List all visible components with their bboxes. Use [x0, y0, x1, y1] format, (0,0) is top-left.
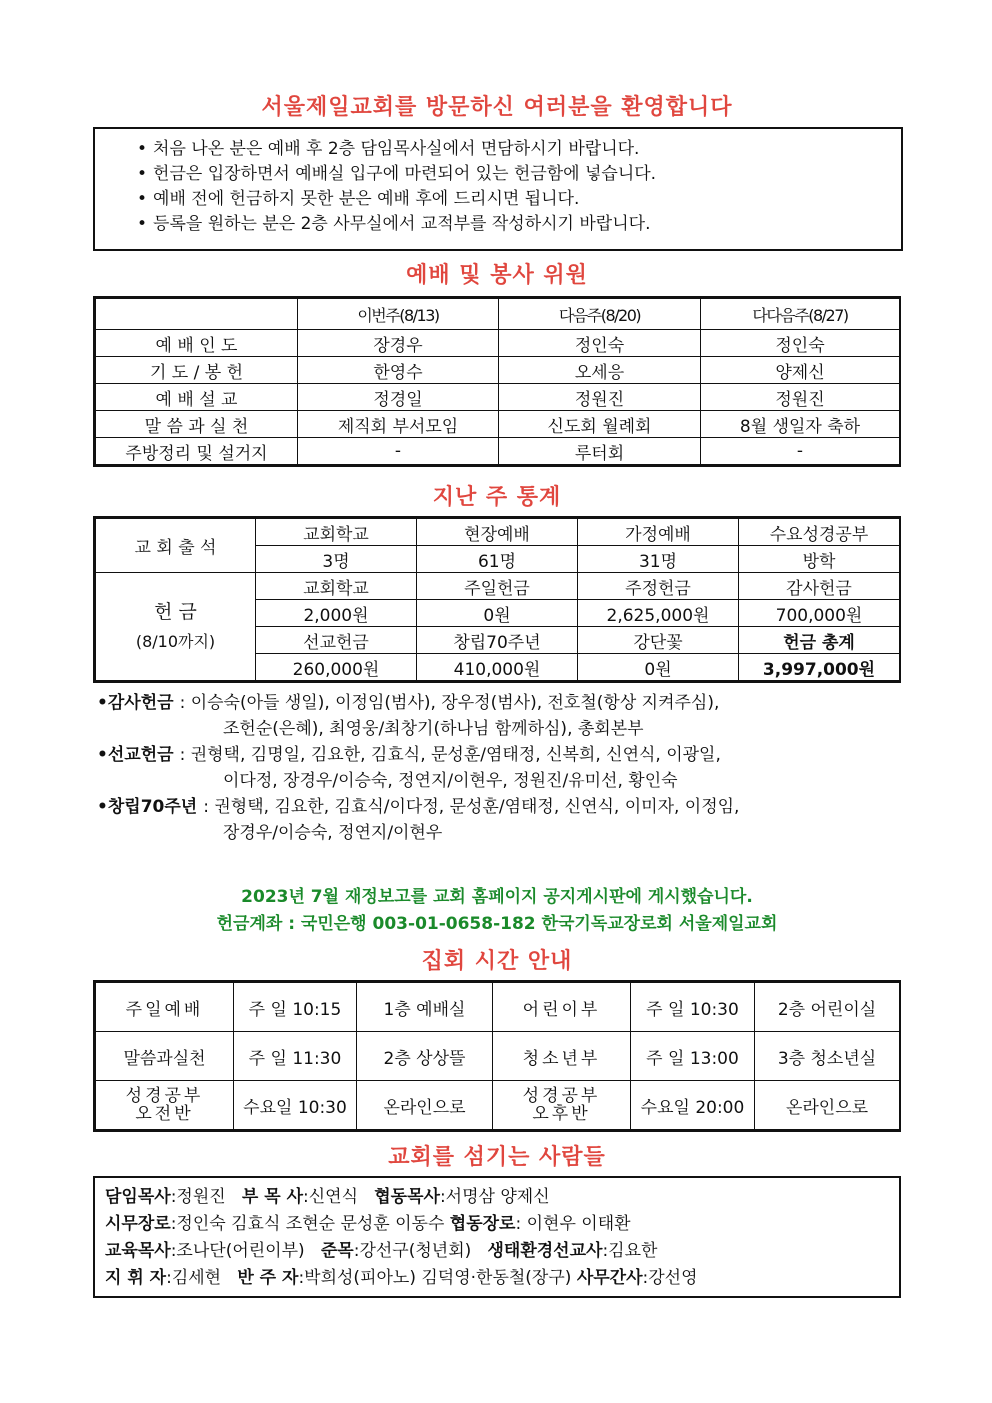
meeting-name: 청소년부 — [493, 1032, 631, 1081]
table-row — [96, 573, 900, 600]
note-item — [97, 690, 901, 716]
donor-notes — [97, 690, 901, 846]
table-row — [96, 983, 900, 1032]
meetings-table-wrap — [93, 980, 901, 1132]
table-row — [96, 330, 900, 357]
table-cell: 양제신 — [701, 357, 900, 384]
note-label: • 창립70주년 — [97, 794, 197, 820]
meeting-place: 3층 청소년실 — [755, 1032, 900, 1081]
welcome-title: 서울제일교회를 방문하신 여러분을 환영합니다 — [261, 95, 733, 120]
table-cell: 8월 생일자 축하 — [701, 411, 900, 438]
table-cell: 정경일 — [298, 384, 499, 411]
welcome-item: • 등록을 원하는 분은 2층 사무실에서 교적부를 작성하시기 바랍니다. — [137, 212, 901, 237]
table-header: 선교헌금 — [256, 627, 417, 654]
offering-account: 헌금계좌 : 국민은행 003-01-0658-182 한국기독교장로회 서울제일교회 — [216, 914, 778, 934]
table-row — [96, 519, 900, 546]
welcome-box — [93, 127, 903, 251]
meeting-name: 성경공부 오전반 — [96, 1081, 234, 1130]
table-row — [96, 1032, 900, 1081]
note-label: • 감사헌금 — [97, 690, 174, 716]
note-text-cont: 조헌순(은혜), 최영웅/최창기(하나님 함께하심), 총회본부 — [223, 719, 644, 739]
meeting-time: 주 일 11:30 — [234, 1032, 357, 1081]
staff-role: 협동목사 — [374, 1187, 440, 1207]
welcome-item: • 헌금은 입장하면서 예배실 입구에 마련되어 있는 헌금함에 넣습니다. — [137, 162, 901, 187]
staff-line — [105, 1238, 889, 1265]
table-cell: 한영수 — [298, 357, 499, 384]
row-label: 예 배 설 교 — [96, 384, 298, 411]
table-cell: 31명 — [578, 546, 739, 573]
note-item — [97, 742, 901, 768]
staff-role: 반 주 자 — [237, 1268, 299, 1288]
table-header: 수요성경공부 — [739, 519, 900, 546]
table-cell: - — [701, 438, 900, 465]
staff-names: :김요한 — [602, 1241, 658, 1261]
table-row — [96, 411, 900, 438]
staff-role: 사무간사 — [576, 1268, 643, 1288]
table-row — [96, 438, 900, 465]
table-cell: 제직회 부서모임 — [298, 411, 499, 438]
table-cell: 260,000원 — [256, 654, 417, 681]
announcement — [93, 884, 901, 938]
staff-role: 협동장로 — [449, 1214, 516, 1234]
welcome-item: • 예배 전에 헌금하지 못한 분은 예배 후에 드리시면 됩니다. — [137, 187, 901, 212]
meeting-name: 주일예배 — [96, 983, 234, 1032]
staff-role: 부 목 사 — [241, 1187, 304, 1207]
table-cell: 0원 — [417, 600, 578, 627]
table-cell: 0원 — [578, 654, 739, 681]
meeting-time: 수요일 10:30 — [234, 1081, 357, 1130]
meeting-place: 온라인으로 — [357, 1081, 493, 1130]
table-header: 다다음주(8/27) — [701, 299, 900, 330]
stats-title: 지난 주 통계 — [432, 485, 562, 510]
table-header: 교회학교 — [256, 519, 417, 546]
meeting-name: 말씀과실천 — [96, 1032, 234, 1081]
staff-line — [105, 1184, 889, 1211]
note-text-cont: 이다정, 장경우/이승숙, 정연지/이현우, 정원진/유미선, 황인숙 — [223, 771, 678, 791]
note-item — [97, 794, 901, 820]
note-text-cont: 장경우/이승숙, 정연지/이현우 — [223, 823, 443, 843]
meeting-name: 어린이부 — [493, 983, 631, 1032]
staff-role: 교육목사 — [105, 1241, 171, 1261]
table-cell: 3명 — [256, 546, 417, 573]
meeting-time: 주 일 10:30 — [631, 983, 755, 1032]
table-header: 이번주(8/13) — [298, 299, 499, 330]
meeting-place: 1층 예배실 — [357, 983, 493, 1032]
row-label: 기 도 / 봉 헌 — [96, 357, 298, 384]
note-text: : 이승숙(아들 생일), 이정임(범사), 장우정(범사), 전호철(항상 지켜주심), — [179, 693, 720, 713]
staff-names: :강선영 — [642, 1268, 698, 1288]
table-cell: - — [298, 438, 499, 465]
offering-total-header: 헌금 총계 — [739, 627, 900, 654]
staff-line — [105, 1265, 889, 1292]
staff-box — [93, 1176, 901, 1298]
table-cell: 오세응 — [499, 357, 701, 384]
stats-table — [95, 518, 900, 681]
table-cell: 410,000원 — [417, 654, 578, 681]
row-label: 주방정리 및 설거지 — [96, 438, 298, 465]
table-cell: 700,000원 — [739, 600, 900, 627]
staff-names: :박희성(피아노) 김덕영·한동철(장구) — [298, 1268, 577, 1288]
table-header: 가정예배 — [578, 519, 739, 546]
welcome-item: • 처음 나온 분은 예배 후 2층 담임목사실에서 면담하시기 바랍니다. — [137, 137, 901, 162]
table-header: 창립70주년 — [417, 627, 578, 654]
staff-names: :서명삼 양제신 — [439, 1187, 550, 1207]
table-cell: 장경우 — [298, 330, 499, 357]
finance-report-notice: 2023년 7월 재정보고를 교회 홈페이지 공지게시판에 게시했습니다. — [241, 887, 753, 907]
table-header: 다음주(8/20) — [499, 299, 701, 330]
table-header: 주정헌금 — [578, 573, 739, 600]
offering-sub: (8/10까지) — [135, 631, 216, 651]
table-row — [96, 1081, 900, 1130]
row-label: 말 씀 과 실 천 — [96, 411, 298, 438]
meeting-place: 온라인으로 — [755, 1081, 900, 1130]
table-cell — [96, 299, 298, 330]
meeting-place: 2층 상상뜰 — [357, 1032, 493, 1081]
staff-names: : 이현우 이태환 — [515, 1214, 631, 1234]
meeting-time: 주 일 10:15 — [234, 983, 357, 1032]
offering-label: 헌 금 — [154, 600, 197, 623]
meeting-time: 주 일 13:00 — [631, 1032, 755, 1081]
table-header: 강단꽃 — [578, 627, 739, 654]
table-header: 주일헌금 — [417, 573, 578, 600]
meeting-place: 2층 어린이실 — [755, 983, 900, 1032]
row-label: 예 배 인 도 — [96, 330, 298, 357]
meetings-table — [95, 982, 900, 1130]
staff-role: 준목 — [320, 1241, 354, 1261]
staff-title: 교회를 섬기는 사람들 — [388, 1145, 606, 1170]
staff-names: :조나단(어린이부) — [170, 1241, 321, 1261]
staff-line — [105, 1211, 889, 1238]
table-cell: 방학 — [739, 546, 900, 573]
table-row — [96, 357, 900, 384]
meeting-time: 수요일 20:00 — [631, 1081, 755, 1130]
table-header: 교회학교 — [256, 573, 417, 600]
staff-role: 담임목사 — [105, 1187, 171, 1207]
staff-role: 지 휘 자 — [105, 1268, 167, 1288]
staff-names: :김세현 — [166, 1268, 238, 1288]
table-cell: 신도회 월례회 — [499, 411, 701, 438]
note-label: • 선교헌금 — [97, 742, 174, 768]
table-row — [96, 299, 900, 330]
table-cell: 61명 — [417, 546, 578, 573]
note-text: : 권형택, 김요한, 김효식/이다정, 문성훈/염태정, 신연식, 이미자, 이정임, — [203, 797, 740, 817]
meetings-title: 집회 시간 안내 — [421, 949, 573, 974]
roster-table — [95, 298, 900, 465]
table-cell: 정원진 — [701, 384, 900, 411]
staff-names: :신연식 — [303, 1187, 375, 1207]
table-cell: 정인숙 — [701, 330, 900, 357]
roster-title: 예배 및 봉사 위원 — [406, 263, 588, 288]
table-header: 현장예배 — [417, 519, 578, 546]
staff-role: 시무장로 — [105, 1214, 171, 1234]
offering-total-value: 3,997,000원 — [739, 654, 900, 681]
meeting-name: 성경공부 오후반 — [493, 1081, 631, 1130]
table-cell: 2,625,000원 — [578, 600, 739, 627]
table-header: 감사헌금 — [739, 573, 900, 600]
note-text: : 권형택, 김명일, 김요한, 김효식, 문성훈/염태정, 신복희, 신연식, 이광일, — [179, 745, 721, 765]
roster-table-wrap — [93, 296, 901, 467]
staff-names: :정원진 — [170, 1187, 242, 1207]
stats-table-wrap — [93, 516, 901, 683]
offering-label-cell — [96, 573, 256, 681]
staff-names: :강선구(청년회) — [353, 1241, 488, 1261]
staff-names: :정인숙 김효식 조현순 문성훈 이동수 — [170, 1214, 450, 1234]
table-cell: 정인숙 — [499, 330, 701, 357]
table-cell: 2,000원 — [256, 600, 417, 627]
table-cell: 정원진 — [499, 384, 701, 411]
table-cell: 루터회 — [499, 438, 701, 465]
attendance-label: 교 회 출 석 — [96, 519, 256, 573]
table-row — [96, 384, 900, 411]
staff-role: 생태환경선교사 — [487, 1241, 603, 1261]
